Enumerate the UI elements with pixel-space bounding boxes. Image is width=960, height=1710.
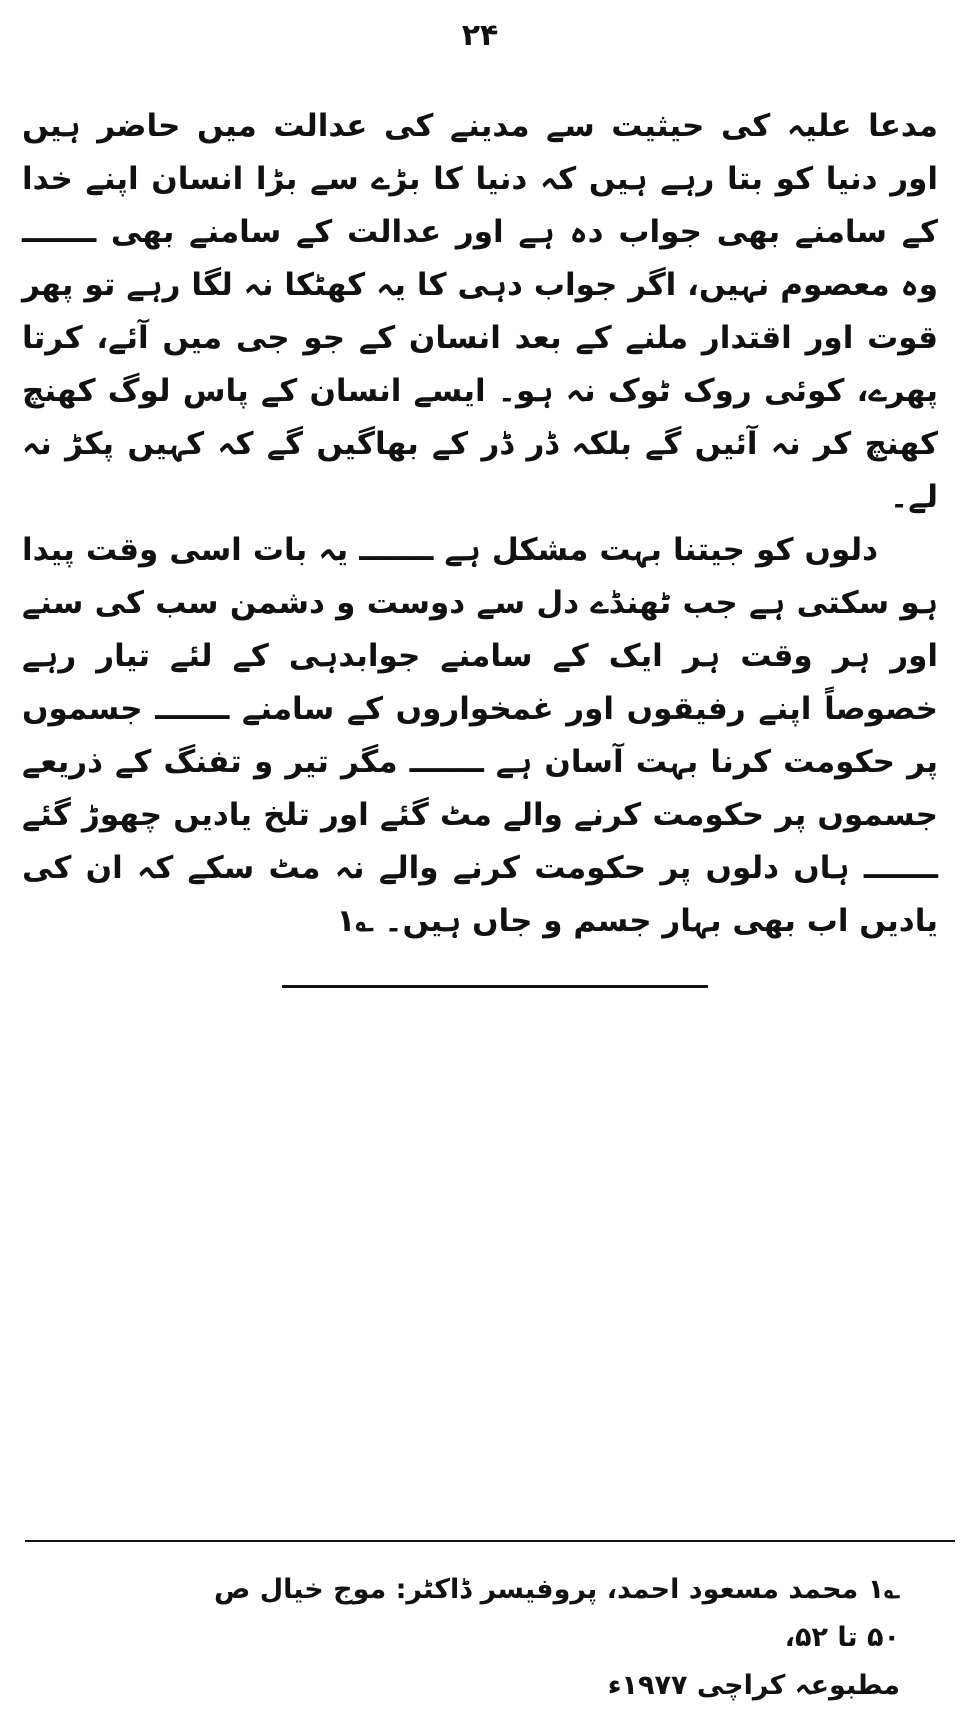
footnote [200, 1566, 900, 1710]
footnote-line-1: ؎۱ محمد مسعود احمد، پروفیسر ڈاکٹر: موج خیال ص ۵۰ تا ۵۲، [213, 1574, 900, 1653]
body-text [22, 100, 938, 948]
footnote-line-2: مطبوعہ کراچی ۱۹۷۷ء [607, 1670, 900, 1701]
paragraph-1: مدعا علیہ کی حیثیت سے مدینے کی عدالت میں حاضر ہیں اور دنیا کو بتا رہے ہیں کہ دنیا کا بڑے سے بڑا انسان اپنے خدا کے سامنے بھی جواب دہ ہے اور عدالت کے سامنے بھی ـــــــ وہ معصوم نہیں، اگر جواب دہی کا یہ کھٹکا نہ لگا رہے تو پھر قوت اور اقتدار ملنے کے بعد انسان کے جو جی میں آئے، کرتا پھرے، کوئی روک ٹوک نہ ہو۔ ایسے انسان کے پاس لوگ کھنچ کھنچ کر نہ آئیں گے بلکہ ڈر ڈر کے بھاگیں گے کہ کہیں پکڑ نہ لے۔ [22, 108, 938, 515]
page-number: ۲۴ [461, 18, 499, 53]
paragraph-2: دلوں کو جیتنا بہت مشکل ہے ـــــــ یہ بات اسی وقت پیدا ہو سکتی ہے جب ٹھنڈے دل سے دوست و دشمن سب کی سنے اور ہر وقت ہر ایک کے سامنے جوابدہی کے لئے تیار رہے خصوصاً اپنے رفیقوں اور غمخواروں کے سامنے ـــــــ جسموں پر حکومت کرنا بہت آسان ہے ـــــــ مگر تیر و تفنگ کے ذریعے جسموں پر حکومت کرنے والے مٹ گئے اور تلخ یادیں چھوڑ گئے ـــــــ ہاں دلوں پر حکومت کرنے والے نہ مٹ سکے کہ ان کی یادیں اب بھی بہار جسم و جاں ہیں۔ ؎۱ [22, 532, 938, 939]
footnote-rule [25, 1540, 955, 1542]
section-separator [282, 985, 708, 988]
